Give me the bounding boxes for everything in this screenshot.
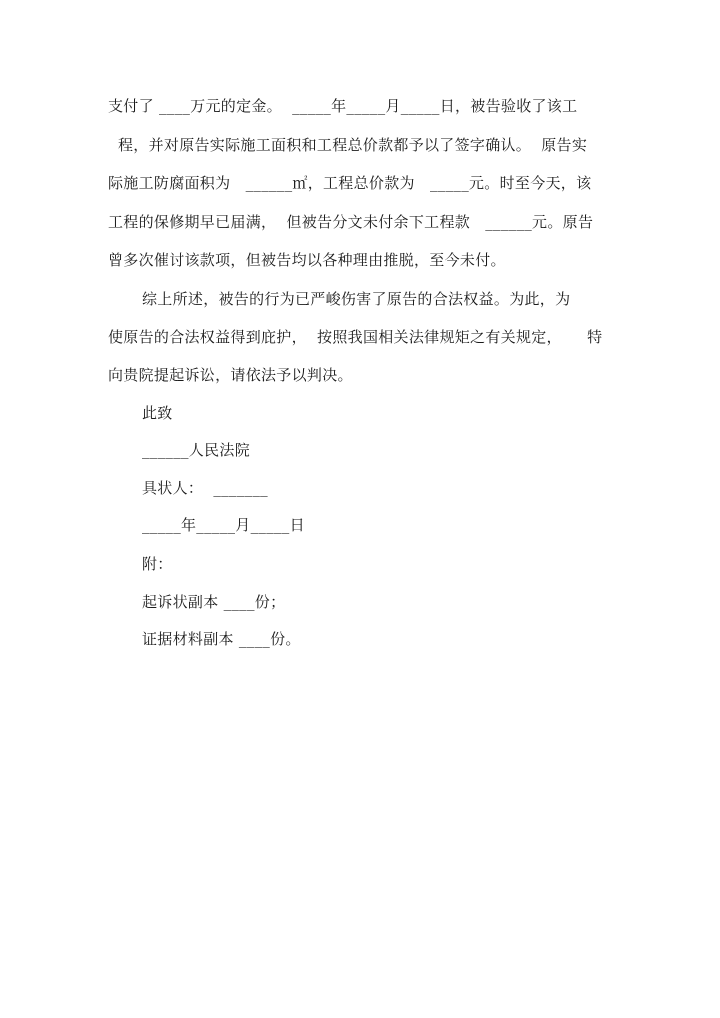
body-line-7: 使原告的合法权益得到庇护， 按照我国相关法律规矩之有关规定， 特: [108, 328, 603, 346]
attachment-label: 附：: [142, 555, 173, 573]
body-line-6: 综上所述，被告的行为已严峻伤害了原告的合法权益。为此，为: [142, 290, 571, 308]
attachment-item-2: 证据材料副本 ____份。: [142, 630, 301, 648]
date-line: _____年_____月_____日: [142, 516, 305, 534]
body-line-2: 程，并对原告实际施工面积和工程总价款都予以了签字确认。 原告实: [118, 136, 588, 154]
attachment-item-1: 起诉状副本 ____份；: [142, 593, 286, 611]
body-line-5: 曾多次催讨该款项，但被告均以各种理由推脱，至今未付。: [108, 251, 506, 269]
body-line-8: 向贵院提起诉讼，请依法予以判决。: [108, 366, 353, 384]
plaintiff-line: 具状人： _______: [142, 479, 268, 497]
body-line-1: 支付了 ____万元的定金。 _____年_____月_____日，被告验收了该工: [108, 97, 578, 115]
court-line: ______人民法院: [142, 441, 251, 459]
body-line-3: 际施工防腐面积为 ______㎡，工程总价款为 _____元。时至今天，该: [108, 174, 592, 192]
body-line-4: 工程的保修期早已届满， 但被告分文未付余下工程款 ______元。原告: [108, 213, 594, 231]
salutation: 此致: [142, 404, 173, 422]
